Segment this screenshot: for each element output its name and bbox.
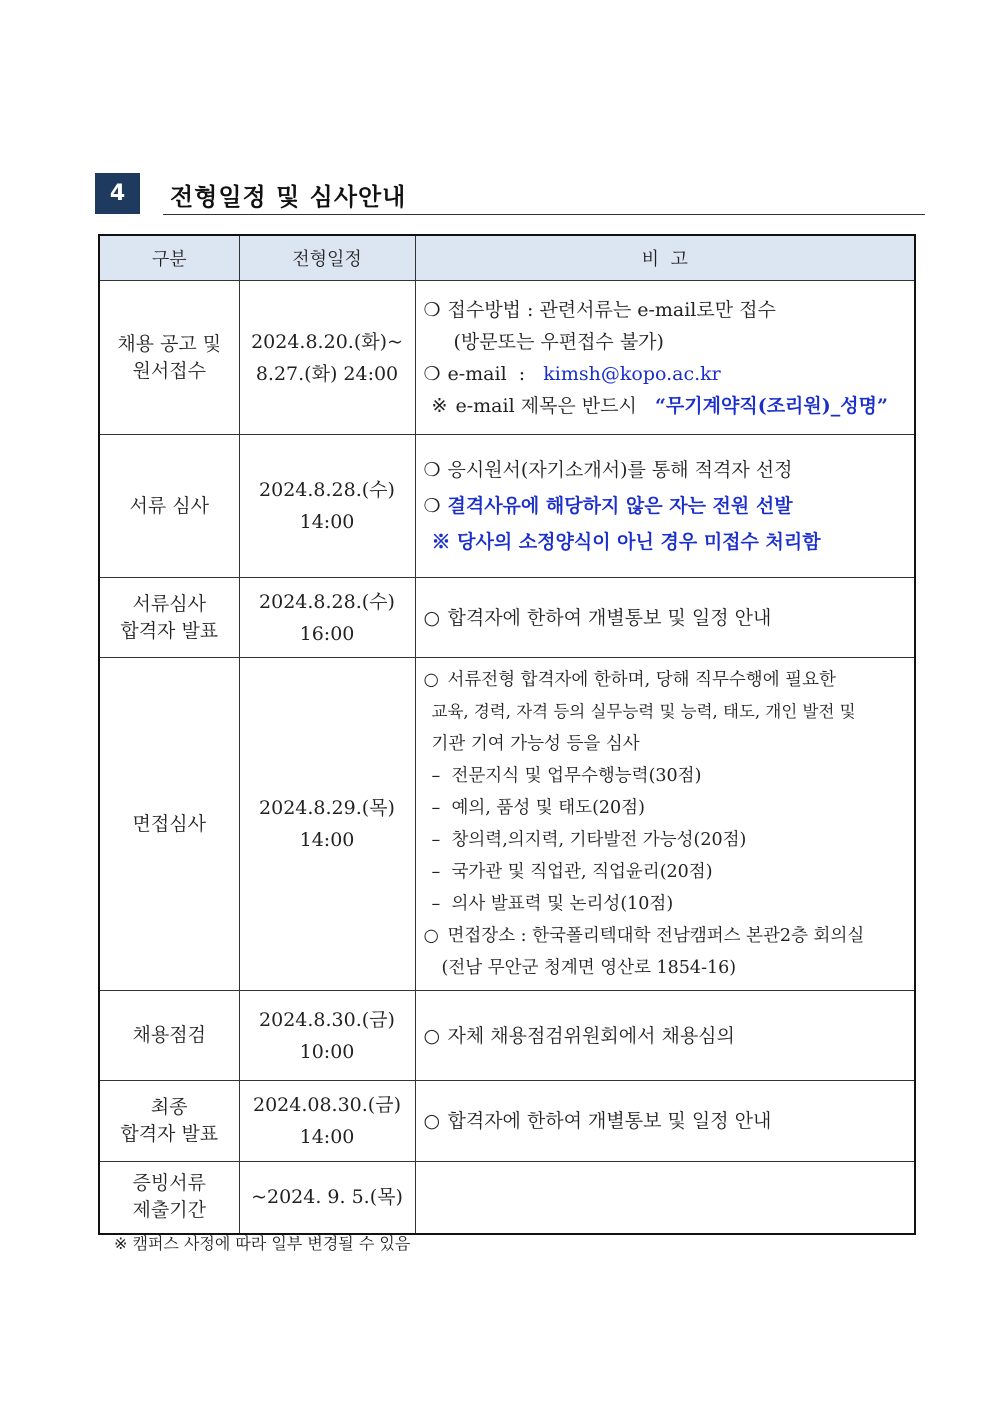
row-notes: ○ 서류전형 합격자에 한하며, 당해 직무수행에 필요한 교육, 경력, 자격 등의 실무능력 및 능력, 태도, 개인 발전 및 기관 기여 가능성 등을 심사 – 전문지식 및 업무수행능력(30점) – 예의, 품성 및 태도(20점) – 창의력,의지력, 기타발전 가능성(20점) – 국가관 및 직업관, 직업윤리(20점) – 의사 발표력 및 논리성(10점) ○ 면접장소 : 한국폴리텍대학 전남캠퍼스 본관2층 회의실 (전남 무안군 청계면 영산로 1854-16) [415,658,915,991]
row-date: ~2024. 9. 5.(목) [239,1162,415,1234]
dash-icon: – [431,894,441,914]
row-category: 채용 공고 및 원서접수 [99,281,239,435]
criteria-item: 예의, 품성 및 태도(20점) [451,798,645,818]
bullet-circle-icon: ❍ [423,298,441,321]
bullet-circle-icon: ○ [423,926,439,946]
bullet-circle-icon: ❍ [423,362,441,385]
email-subject-format: “무기계약직(조리원)_성명” [655,394,888,417]
note-mark-icon: ※ [431,394,448,417]
bullet-circle-icon: ○ [423,606,441,629]
criteria-item: 창의력,의지력, 기타발전 가능성(20점) [451,830,747,850]
section-number-badge: 4 [95,173,140,214]
criteria-item: 전문지식 및 업무수행능력(30점) [451,766,702,786]
row-date: 2024.8.28.(수) 16:00 [239,578,415,658]
header-remarks: 비 고 [415,235,915,281]
table-row [99,435,915,578]
table-row [99,1162,915,1234]
header-category: 구분 [99,235,239,281]
table-row [99,281,915,435]
row-date: 2024.8.30.(금) 10:00 [239,991,415,1081]
row-category: 서류심사 합격자 발표 [99,578,239,658]
email-address: kimsh@kopo.ac.kr [543,362,721,385]
table-row [99,991,915,1081]
table-row [99,578,915,658]
table-row [99,1081,915,1162]
section-header [95,173,925,217]
dash-icon: – [431,862,441,882]
section-underline [163,214,925,215]
header-schedule: 전형일정 [239,235,415,281]
row-date: 2024.8.29.(목) 14:00 [239,658,415,991]
row-category: 면접심사 [99,658,239,991]
row-notes: ❍ 접수방법 : 관련서류는 e-mail로만 접수 (방문또는 우편접수 불가) ❍ e-mail : kimsh@kopo.ac.kr ※ e-mail 제목은 반드시 “무기계약직(조리원)_성명” [415,281,915,435]
criteria-item: 의사 발표력 및 논리성(10점) [451,894,674,914]
dash-icon: – [431,830,441,850]
bullet-circle-icon: ○ [423,1110,441,1132]
criteria-item: 국가관 및 직업관, 직업윤리(20점) [451,862,713,882]
schedule-table [98,234,916,1235]
row-category: 증빙서류 제출기간 [99,1162,239,1234]
row-notes: ○ 합격자에 한하여 개별통보 및 일정 안내 [415,1081,915,1162]
footnote: ※ 캠퍼스 사정에 따라 일부 변경될 수 있음 [114,1234,411,1253]
row-date: 2024.8.20.(화)~ 8.27.(화) 24:00 [239,281,415,435]
row-category: 서류 심사 [99,435,239,578]
row-notes: ○ 합격자에 한하여 개별통보 및 일정 안내 [415,578,915,658]
row-notes: ❍ 응시원서(자기소개서)를 통해 적격자 선정 ❍ 결격사유에 해당하지 않은 자는 전원 선발 ※ 당사의 소정양식이 아닌 경우 미접수 처리함 [415,435,915,578]
row-notes: ○ 자체 채용점검위원회에서 채용심의 [415,991,915,1081]
bullet-circle-icon: ○ [423,670,439,690]
invalid-form-note: ※ 당사의 소정양식이 아닌 경우 미접수 처리함 [431,531,821,553]
bullet-circle-icon: ❍ [423,495,441,517]
section-title: 전형일정 및 심사안내 [170,183,407,211]
row-date: 2024.08.30.(금) 14:00 [239,1081,415,1162]
bullet-circle-icon: ○ [423,1024,441,1047]
row-date: 2024.8.28.(수) 14:00 [239,435,415,578]
row-notes-empty [415,1162,915,1234]
table-row [99,658,915,991]
bullet-circle-icon: ❍ [423,459,441,481]
table-header-row [99,235,915,281]
row-category: 최종 합격자 발표 [99,1081,239,1162]
dash-icon: – [431,766,441,786]
dash-icon: – [431,798,441,818]
row-category: 채용점검 [99,991,239,1081]
